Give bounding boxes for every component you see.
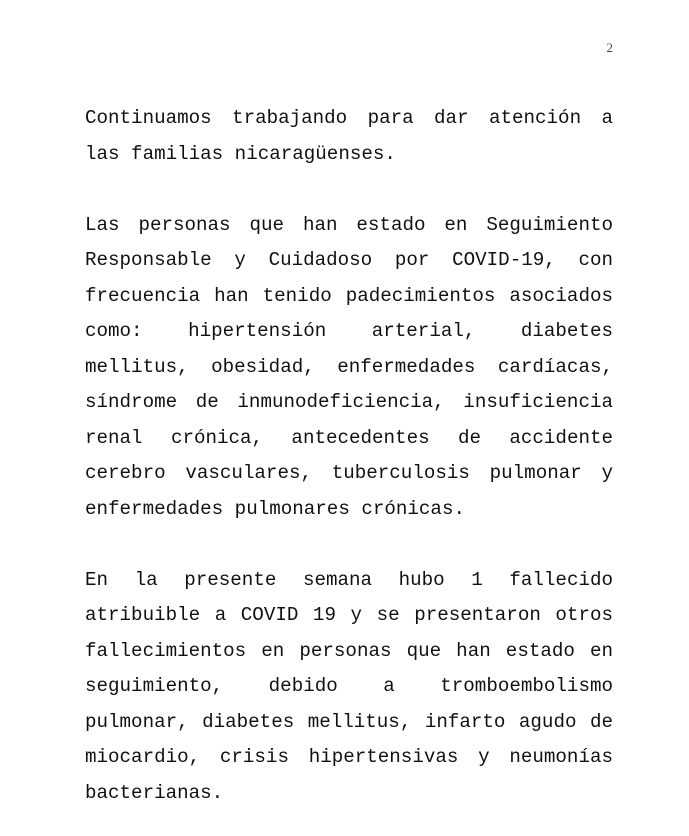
paragraph-care-continuation: Continuamos trabajando para dar atención a las familias nicaragüenses.	[85, 107, 613, 165]
page-number: 2	[606, 40, 613, 55]
paragraph-weekly-deaths: En la presente semana hubo 1 fallecido atribuible a COVID 19 y se presentaron otros fallecimientos en personas que han estado en seguimiento, debido a tromboembolismo pulmonar, diabetes mellitus, infarto agudo de miocardio, crisis hipertensivas y neumonías bacterianas.	[85, 568, 613, 804]
paragraph-associated-conditions: Las personas que han estado en Seguimiento Responsable y Cuidadoso por COVID-19, con frecuencia han tenido padecimientos asociados como: hipertensión arterial, diabetes mellitus, obesidad, enfermedades cardíacas, síndrome de inmunodeficiencia, insuficiencia renal crónica, antecedentes de accidente cerebro vasculares, tuberculosis pulmonar y enfermedades pulmonares crónicas.	[85, 213, 613, 520]
document-body	[85, 101, 613, 811]
